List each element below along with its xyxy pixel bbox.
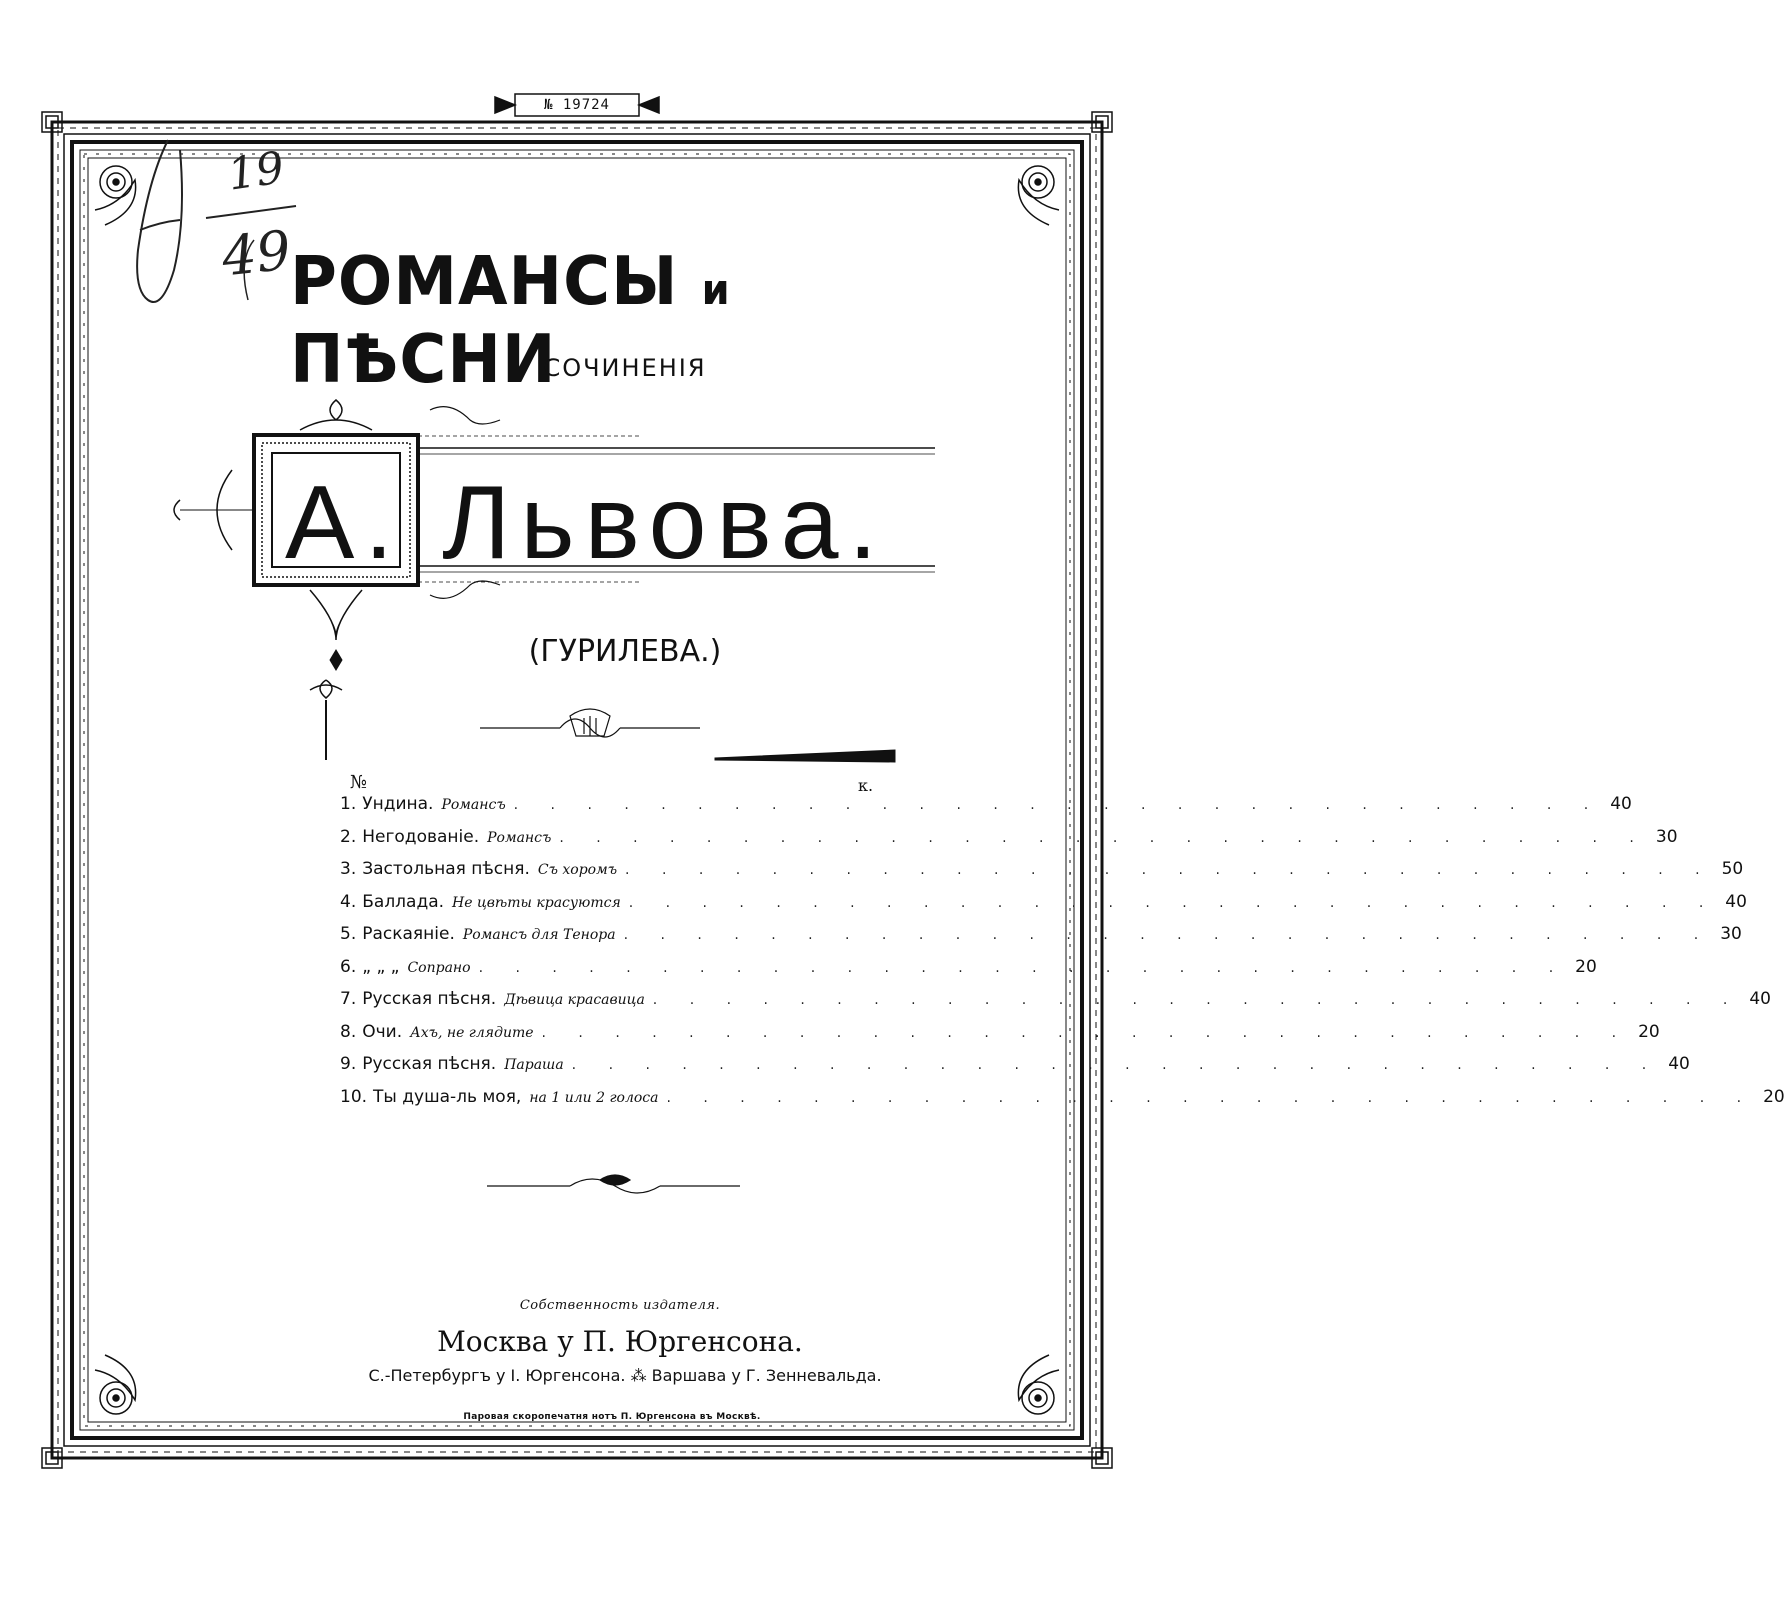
toc-item-number: 2. (340, 826, 357, 847)
toc-item-price: 30 (1655, 826, 1678, 847)
leader-dots: . . . . . . . . . . . . . . . . . . . . . . . . . . . . . . (478, 959, 1568, 976)
list-item (340, 924, 1742, 957)
title-part-2: ПѢСНИ (290, 321, 557, 399)
toc-item-title: Ты душа-ль моя, (373, 1086, 522, 1107)
list-item (340, 794, 1632, 827)
toc-item-number: 1. (340, 794, 357, 814)
list-item (340, 1086, 1785, 1120)
toc-item-price: 40 (1668, 1054, 1690, 1074)
toc-item-number: 10. (340, 1086, 368, 1107)
toc-item-number: 5. (340, 924, 357, 944)
toc-item-price: 50 (1721, 859, 1744, 879)
toc-item-title: Застольная пѣсня. (362, 859, 530, 879)
toc-item-title: Русская пѣсня. (362, 989, 497, 1009)
toc-item-subtitle: Ахъ, не глядите (410, 1024, 534, 1041)
handwritten-mark-top: 19 (224, 142, 288, 201)
toc-item-number: 9. (340, 1054, 357, 1074)
toc-item-price: 20 (1575, 956, 1597, 977)
toc-item-number: 4. (340, 891, 357, 912)
leader-dots: . . . . . . . . . . . . . . . . . . . . . . . . . . . . . . (652, 992, 1742, 1008)
list-item (340, 989, 1771, 1022)
publisher-branches: С.-Петербургъ у І. Юргенсона. ⁂ Варшава у Г. Зенневальда. (368, 1366, 882, 1385)
composer-name: А. Львова. (285, 465, 888, 581)
leader-dots: . . . . . . . . . . . . . . . . . . . . . . . . . . . . . . (666, 1089, 1756, 1106)
toc-item-title: Баллада. (362, 891, 445, 912)
leader-dots: . . . . . . . . . . . . . . . . . . . . . . . . . . . . . . (628, 894, 1718, 911)
toc-item-subtitle: Романсъ (441, 797, 506, 813)
toc-item-subtitle: Съ хоромъ (537, 862, 618, 878)
title-conjunction: и (701, 266, 731, 315)
toc-item-number: 7. (340, 989, 357, 1009)
list-item (340, 956, 1597, 990)
toc-item-subtitle: Не цвѣты красуются (452, 894, 621, 911)
leader-dots: . . . . . . . . . . . . . . . . . . . . . . . . . . . . . . (623, 927, 1713, 943)
toc-item-price: 20 (1763, 1086, 1785, 1107)
ownership-note: Собственность издателя. (519, 1298, 721, 1313)
title-part-1: РОМАНСЫ (290, 243, 679, 321)
leader-dots: . . . . . . . . . . . . . . . . . . . . . . . . . . . . . . (541, 1024, 1631, 1041)
leader-dots: . . . . . . . . . . . . . . . . . . . . . . . . . . . . . . (571, 1057, 1661, 1073)
toc-item-subtitle: Параша (504, 1057, 564, 1073)
toc-item-price: 40 (1725, 891, 1747, 912)
toc-item-number: 6. (340, 956, 357, 977)
leader-dots: . . . . . . . . . . . . . . . . . . . . . . . . . . . . . . (559, 829, 1648, 846)
list-item (340, 891, 1747, 925)
toc-item-title: Очи. (362, 1021, 403, 1042)
leader-dots: . . . . . . . . . . . . . . . . . . . . . . . . . . . . . . (625, 862, 1714, 878)
toc-item-subtitle: Сопрано (407, 959, 471, 976)
handwritten-mark-bottom: 49 (218, 218, 294, 289)
subtitle: СОЧИНЕНІЯ (543, 354, 707, 382)
toc-item-number: 8. (340, 1021, 357, 1042)
toc-item-title: „ „ „ (362, 956, 400, 977)
table-of-contents (340, 794, 1785, 1119)
toc-price-header: к. (858, 776, 874, 795)
toc-item-subtitle: Романсъ (487, 829, 552, 846)
toc-number-header: № (350, 772, 368, 793)
toc-item-price: 20 (1638, 1021, 1660, 1042)
toc-item-subtitle: на 1 или 2 голоса (529, 1089, 659, 1106)
publisher: Москва у П. Юргенсона. (437, 1325, 803, 1358)
leader-dots: . . . . . . . . . . . . . . . . . . . . . . . . . . . . . . (513, 797, 1603, 813)
toc-item-title: Негодованіе. (362, 826, 480, 847)
toc-item-title: Раскаяніе. (362, 924, 455, 944)
toc-item-subtitle: Дѣвица красавица (504, 992, 645, 1008)
toc-item-price: 30 (1720, 924, 1742, 944)
composer-alias: (ГУРИЛЕВА.) (528, 634, 722, 669)
list-item (340, 1021, 1660, 1055)
toc-item-subtitle: Романсъ для Тенора (462, 927, 616, 943)
plate-number: № 19724 (543, 97, 610, 113)
toc-item-title: Ундина. (362, 794, 434, 814)
toc-item-price: 40 (1749, 989, 1771, 1009)
toc-item-title: Русская пѣсня. (362, 1054, 497, 1074)
printer-note: Паровая скоропечатня нотъ П. Юргенсона въ Москвѣ. (463, 1412, 761, 1422)
list-item (340, 859, 1744, 892)
toc-item-number: 3. (340, 859, 357, 879)
toc-item-price: 40 (1610, 794, 1632, 814)
list-item (340, 826, 1678, 860)
list-item (340, 1054, 1690, 1087)
